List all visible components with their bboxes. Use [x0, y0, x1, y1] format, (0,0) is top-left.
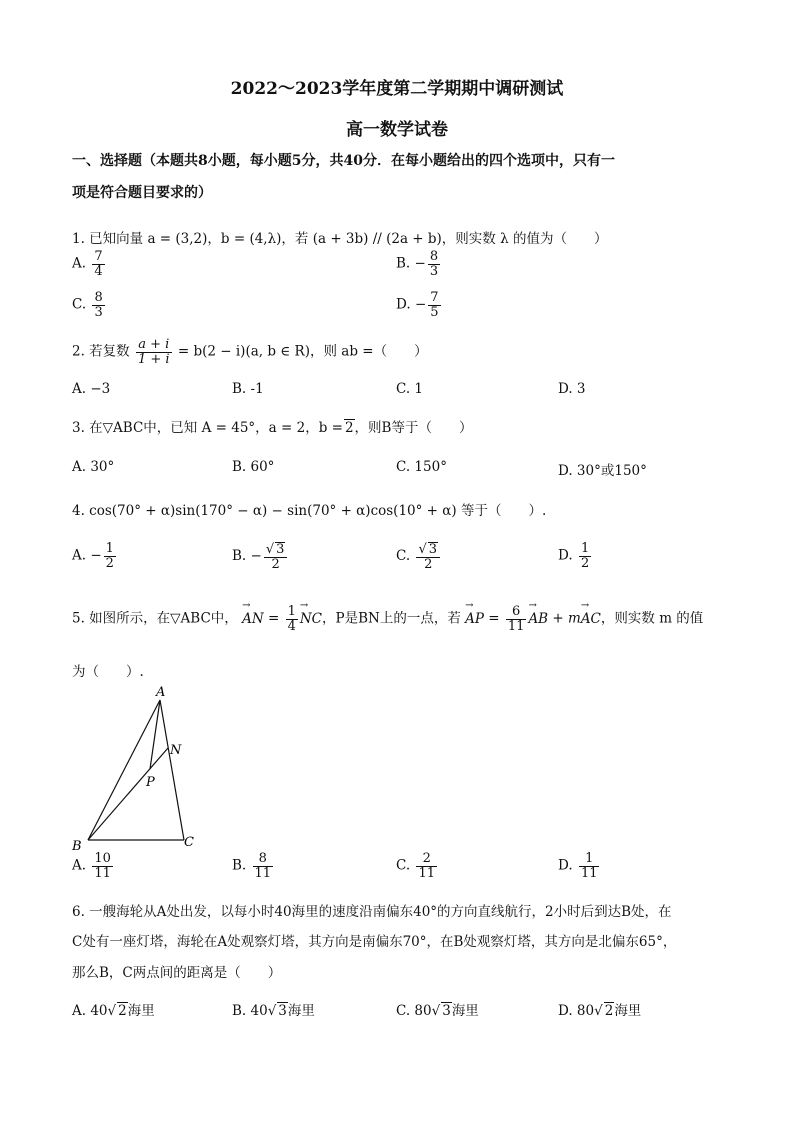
fraction: $\frac{7}{4}$: [94, 249, 103, 279]
q6-stem-line3: 那么B，C两点间的距离是（ ）: [72, 965, 282, 981]
q6-option-c: C. 80√ 3海里: [396, 1003, 479, 1019]
fraction: $\frac{8}{3}$: [429, 249, 439, 279]
fraction: $\frac{√ 3}{2}$: [264, 542, 288, 571]
q3-option-d: D. 30°或150°: [558, 463, 647, 479]
q6-option-b: B. 40√ 3海里: [232, 1003, 315, 1019]
q3-option-c: C. 150°: [396, 459, 447, 475]
q6-option-d: D. 80√ 2海里: [558, 1003, 642, 1019]
q5-option-b: B. $\frac{8}{11}$: [232, 851, 272, 881]
q2-option-b: B. -1: [232, 381, 264, 397]
fraction: $\frac{1}{4}$: [287, 604, 296, 634]
q6-stem-line2: C处有一座灯塔，海轮在A处观察灯塔，其方向是南偏东70°，在B处观察灯塔，其方向是北偏东65°，: [72, 934, 677, 950]
fraction: $\frac{8}{3}$: [94, 290, 103, 320]
q1-option-c: [72, 291, 107, 319]
q4-stem: 4. cos(70° + α)sin(170° − α) − sin(70° + α)cos(10° + α) 等于（ ）.: [72, 503, 547, 519]
sqrt: 2: [344, 420, 354, 436]
q3-stem: 3. 在▽ABC中，已知 A = 45°，a = 2，b = 2，则B等于（ ）: [72, 420, 473, 436]
q1-option-b: B. − $\frac{8}{3}$: [396, 249, 439, 279]
q2-option-a: A. −3: [72, 381, 111, 397]
triangle-figure: [66, 680, 206, 855]
exam-subtitle: 高一数学试卷: [346, 120, 448, 140]
q6-option-a: A. 40√ 2海里: [72, 1003, 155, 1019]
fraction: $\frac{1}{2}$: [580, 541, 590, 571]
fraction: $\frac{8}{11}$: [254, 851, 272, 881]
q1-option-a: [72, 250, 107, 278]
fraction: $\frac{2}{11}$: [418, 851, 435, 881]
vector-ab: → AB: [528, 611, 548, 627]
edge-ac: [160, 700, 184, 840]
q1-stem: 1. 已知向量 a = (3,2)，b = (4,λ)，若 (a + 3b) // (2a + b)，则实数 λ 的值为（ ）: [72, 231, 608, 247]
q4-option-d: D. $\frac{1}{2}$: [558, 541, 590, 571]
q4-option-a: A. − $\frac{1}{2}$: [72, 541, 114, 571]
fraction: $\frac{7}{5}$: [430, 290, 439, 320]
fraction: $\frac{1}{2}$: [105, 541, 114, 571]
q5-option-a: A. $\frac{10}{11}$: [72, 851, 111, 881]
exam-title: 2022～2023学年度第二学期期中调研测试: [230, 79, 564, 99]
vector-an: → AN: [242, 611, 264, 627]
vector-nc: → NC: [300, 611, 322, 627]
section-heading-line2: 项是符合题目要求的）: [72, 185, 212, 201]
label-n: N: [170, 743, 182, 758]
q2-option-d: D. 3: [558, 381, 586, 397]
option-label: A.: [72, 255, 87, 272]
q2-option-c: C. 1: [396, 381, 424, 397]
q5-option-d: D. $\frac{1}{11}$: [558, 851, 598, 881]
q5-stem-line2: 为（ ）.: [72, 664, 144, 680]
label-b: B: [72, 839, 82, 854]
label-a: A: [156, 685, 166, 700]
q3-option-b: B. 60°: [232, 459, 275, 475]
q2-stem: 2. 若复数 $\frac{a + i}{1 + i}$ = b(2 − i)(a, b ∈ R)，则 ab =（ ）: [72, 337, 428, 367]
fraction: $\frac{a + i}{1 + i}$: [137, 337, 170, 367]
section-heading-line1: 一、选择题（本题共8小题，每小题5分，共40分．在每小题给出的四个选项中，只有一: [72, 153, 615, 169]
label-p: P: [146, 775, 155, 790]
vector-ac: → AC: [581, 611, 601, 627]
q6-stem-line1: 6. 一艘海轮从A处出发，以每小时40海里的速度沿南偏东40°的方向直线航行，2小时后到达B处，在: [72, 904, 672, 920]
label-c: C: [184, 835, 194, 850]
q5-option-c: C. $\frac{2}{11}$: [396, 851, 435, 881]
fraction: $\frac{10}{11}$: [94, 851, 111, 881]
option-label: C.: [72, 296, 87, 313]
fraction: $\frac{6}{11}$: [507, 604, 525, 634]
option-label: D.: [396, 296, 411, 313]
q4-option-b: B. − $\frac{√ 3}{2}$: [232, 542, 289, 571]
q3-option-a: A. 30°: [72, 459, 115, 475]
fraction: $\frac{√ 3}{2}$: [416, 542, 440, 571]
vector-ap: → AP: [465, 611, 484, 627]
q1-option-d: D. − $\frac{7}{5}$: [396, 290, 439, 320]
option-label: B.: [396, 255, 411, 272]
fraction: $\frac{1}{11}$: [580, 851, 598, 881]
q5-stem: 5. 如图所示，在▽ABC中， → AN = $\frac{1}{4}$ → NC，P是BN上的一点，若 → AP = $\frac{6}{11}$ → AB + m→ AC，则实数 m 的值: [72, 605, 703, 633]
q4-option-c: C. $\frac{√ 3}{2}$: [396, 542, 442, 571]
